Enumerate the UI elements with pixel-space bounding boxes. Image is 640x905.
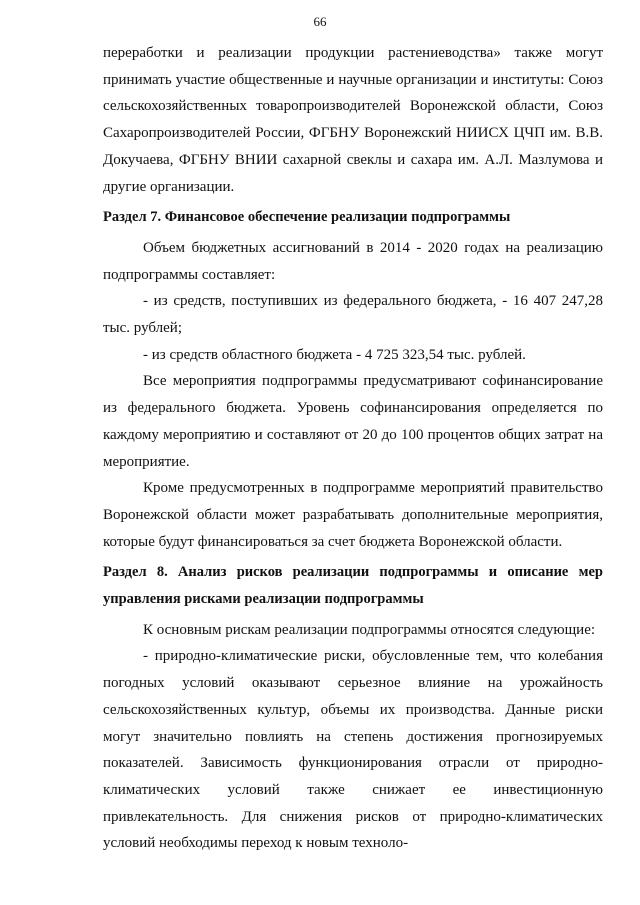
paragraph-budget-volume: Объем бюджетных ассигнований в 2014 - 2020 годах на реализацию подпрограммы составляет: <box>103 239 603 283</box>
paragraph-participants: переработки и реализации продукции растениеводства» также могут принимать участие общественные и научные организации и институты: Союз сельскохозяйственных товаропроизводителей Воронежской области, Союз Сахаропроизводителей России, ФГБНУ Воронежский НИИСХ ЦЧП им. В.В. Докучаева, ФГБНУ ВНИИ сахарной свеклы и сахара им. А.Л. Мазлумова и другие организации. <box>103 45 603 195</box>
paragraph-additional-measures: Кроме предусмотренных в подпрограмме мероприятий правительство Воронежской области может разрабатывать дополнительные мероприятия, которые будут финансироваться за счет бюджета Воронежской области. <box>103 480 603 550</box>
paragraph-federal-budget: - из средств, поступивших из федерального бюджета, - 16 407 247,28 тыс. рублей; <box>103 293 603 337</box>
paragraph-main-risks: К основным рискам реализации подпрограммы относятся следующие: <box>143 621 596 638</box>
paragraph-cofinancing: Все мероприятия подпрограммы предусматривают софинансирование из федерального бюджета. Уровень софинансирования определяется по каждому мероприятию и составляют от 20 до 100 процентов общих затрат на мероприятие. <box>103 373 603 470</box>
section-8-heading: Раздел 8. Анализ рисков реализации подпрограммы и описание мер управления рисками реализации подпрограммы <box>103 564 603 608</box>
page-number: 66 <box>313 14 327 29</box>
page-content <box>103 40 603 857</box>
section-7-heading: Раздел 7. Финансовое обеспечение реализации подпрограммы <box>103 209 511 226</box>
paragraph-climate-risks: - природно-климатические риски, обусловленные тем, что колебания погодных условий оказывают серьезное влияние на урожайность сельскохозяйственных культур, объемы их производства. Данные риски могут значительно повлиять на степень достижения прогнозируемых показателей. Зависимость функционирования отрасли от природно-климатических условий также снижает ее инвестиционную привлекательность. Для снижения рисков от природно-климатических условий необходимы переход к новым техноло- <box>103 648 603 852</box>
paragraph-regional-budget: - из средств областного бюджета - 4 725 323,54 тыс. рублей. <box>143 346 526 363</box>
